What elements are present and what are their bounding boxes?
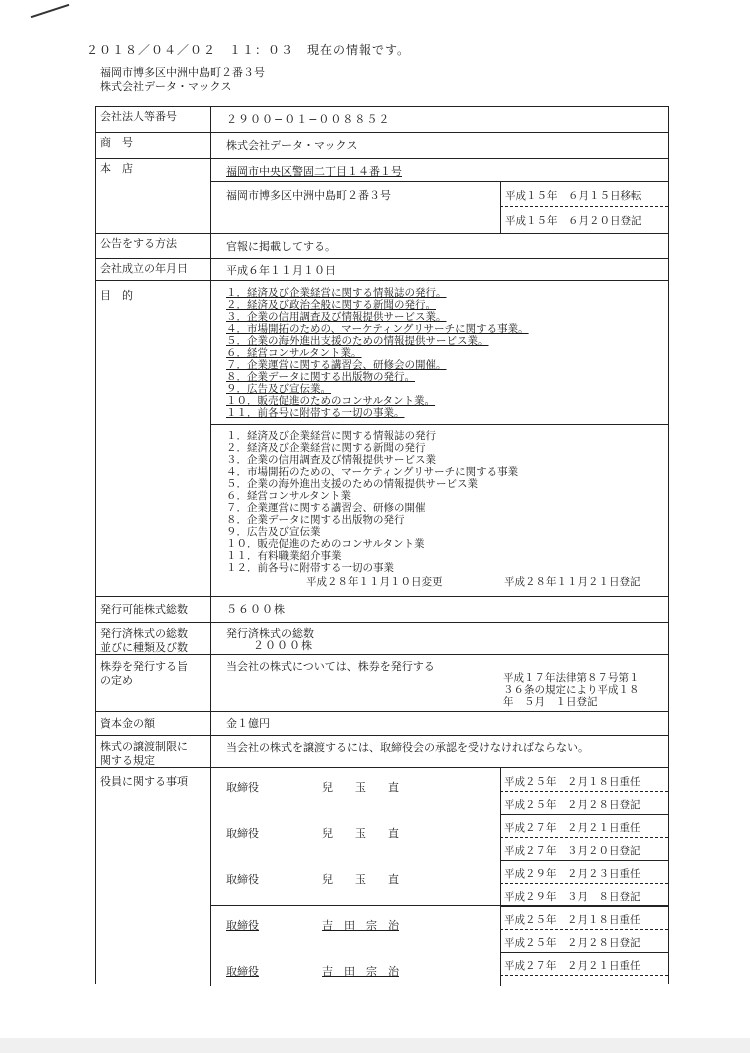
officer-date: 平成２７年 ２月２１日重任	[504, 822, 641, 834]
registry-table	[95, 106, 669, 984]
row-trade-name: 商 号 株式会社データ・マックス	[96, 132, 668, 159]
relocation-date: 平成１５年 ６月１５日移転	[505, 190, 642, 202]
officer-title: 取締役	[226, 873, 259, 886]
purpose-item: １１．前各号に附帯する一切の事業。	[226, 407, 405, 419]
purpose-item: ２．経済及び政治全般に関する新聞の発行。	[226, 299, 436, 311]
capital-value: 金１億円	[226, 717, 270, 730]
officer-date: 平成２７年 ２月２１日重任	[504, 960, 641, 972]
established-value: 平成６年１１月１０日	[226, 264, 336, 277]
row-certificates: 株券を発行する旨 の定め 当会社の株式については、株券を発行する 平成１７年法律第８７号第１ ３６条の規定により平成１８ 年 ５月 １日登記	[96, 654, 668, 712]
officer-date: 平成２５年 ２月１８日重任	[504, 914, 641, 926]
purpose-item: ７．企業運営に関する講習会、研修の開催	[226, 502, 426, 514]
officer-name: 兒 玉 直	[322, 827, 399, 840]
corp-no-value: ２９００−０１−００８８５２	[226, 113, 391, 126]
purpose-item: ６．経営コンサルタント業	[226, 490, 352, 502]
purpose-item: １０．販売促進のためのコンサルタント業	[226, 538, 425, 550]
row-capital: 資本金の額 金１億円	[96, 711, 668, 736]
purpose-item: ８．企業データに関する出版物の発行	[226, 514, 405, 526]
officer-date: 平成２５年 ２月１８日重任	[504, 776, 641, 788]
officer-name: 吉 田 宗 治	[322, 919, 399, 932]
row-head-office: 本 店 福岡市中央区警固二丁目１４番１号 福岡市博多区中洲中島町２番３号 平成１５年 ６月１５日移転 平成１５年 ６月２０日登記	[96, 158, 668, 234]
row-officers: 役員に関する事項 取締役 兒 玉 直 平成２５年 ２月１８日重任 平成２５年 ２月２８日登記 取締役 兒 玉 直 平成２７年 ２月２１日重任 平成２７年 ３月２０日登記 取締役 兒 玉 直 平成２９年 ２月２３日重任 平成２９年 ３月 ８日登記 取締役 吉 田 宗 治 平成２５年 ２月１８日重任 平成２５年 ２月２８日登記 取締役 吉 田 宗 治 平成２７年 ２月２１日重任	[96, 767, 668, 986]
officer-title: 取締役	[226, 827, 259, 840]
officer-title: 取締役	[226, 965, 259, 978]
purpose-item: ２．経済及び企業経営に関する新聞の発行	[226, 442, 426, 454]
certificates-value: 当会社の株式については、株券を発行する	[226, 660, 435, 673]
purpose-item: ９．広告及び宣伝業。	[226, 383, 331, 395]
transfer-value: 当会社の株式を譲渡するには、取締役会の承認を受けなければならない。	[226, 741, 589, 754]
purpose-item: ８．企業データに関する出版物の発行。	[226, 371, 415, 383]
row-notice: 公告をする方法 官報に掲載してする。	[96, 233, 668, 259]
relocation-registered: 平成１５年 ６月２０日登記	[505, 215, 642, 227]
purpose-item: ６．経営コンサルタント業。	[226, 347, 362, 359]
officer-registered: 平成２７年 ３月２０日登記	[504, 845, 641, 857]
authorized-shares-value: ５６００株	[226, 603, 286, 616]
trade-name-value: 株式会社データ・マックス	[226, 139, 358, 152]
officer-registered: 平成２５年 ２月２８日登記	[504, 937, 641, 949]
purpose-item: ５．企業の海外進出支援のための情報提供サービス業	[226, 478, 478, 490]
purpose-item: １１．有料職業紹介事業	[226, 550, 342, 562]
purpose-item: １２．前各号に附帯する一切の事業	[226, 562, 394, 574]
purpose-item: １０．販売促進のためのコンサルタント業。	[226, 395, 436, 407]
purpose-change-date: 平成２８年１１月１０日変更	[306, 576, 443, 588]
purpose-item: ９．広告及び宣伝業	[226, 526, 321, 538]
officer-name: 兒 玉 直	[322, 781, 399, 794]
purpose-item: ４．市場開拓のための、マーケティングリサーチに関する事業	[226, 466, 519, 478]
purpose-item: ４．市場開拓のための、マーケティングリサーチに関する事業。	[226, 323, 529, 335]
row-transfer: 株式の譲渡制限に 関する規定 当会社の株式を譲渡するには、取締役会の承認を受けなければならない。	[96, 735, 668, 768]
pen-mark	[31, 4, 70, 18]
row-authorized-shares: 発行可能株式総数 ５６００株	[96, 596, 668, 623]
notice-value: 官報に掲載してする。	[226, 240, 336, 253]
purpose-item: ３．企業の信用調査及び情報提供サービス業	[226, 454, 436, 466]
new-address: 福岡市博多区中洲中島町２番３号	[226, 189, 391, 202]
row-issued-shares: 発行済株式の総数 並びに種類及び数 発行済株式の総数 ２０００株	[96, 622, 668, 655]
officer-registered: 平成２５年 ２月２８日登記	[504, 799, 641, 811]
purpose-item: １．経済及び企業経営に関する情報誌の発行	[226, 430, 436, 442]
officer-registered: 平成２９年 ３月 ８日登記	[504, 891, 641, 903]
header-address: 福岡市博多区中洲中島町２番３号	[100, 66, 265, 79]
officer-name: 吉 田 宗 治	[322, 965, 399, 978]
purpose-item: １．経済及び企業経営に関する情報誌の発行。	[226, 287, 447, 299]
officer-date: 平成２９年 ２月２３日重任	[504, 868, 641, 880]
officer-title: 取締役	[226, 919, 259, 932]
purpose-item: ７．企業運営に関する講習会、研修会の開催。	[226, 359, 447, 371]
row-corp-no: 会社法人等番号 ２９００−０１−００８８５２	[96, 107, 668, 132]
row-purpose: 目 的 １．経済及び企業経営に関する情報誌の発行。 ２．経済及び政治全般に関する新聞の発行。 ３．企業の信用調査及び情報提供サービス業。 ４．市場開拓のための、マーケティングリサーチに関する事業。 ５．企業の海外進出支援のための情報提供サービス業。 ６．経営コンサルタント業。 ７．企業運営に関する講習会、研修会の開催。 ８．企業データに関する出版物の発行。 ９．広告及び宣伝業。 １０．販売促進のためのコンサルタント業。 １１．前各号に附帯する一切の事業。 １．経済及び企業経営に関する情報誌の発行 ２．経済及び企業経営に関する新聞の発行 ３．企業の信用調査及び情報提供サービス業 ４．市場開拓のための、マーケティングリサーチに関する事業 ５．企業の海外進出支援のための情報提供サービス業 ６．経営コンサルタント業 ７．企業運営に関する講習会、研修の開催 ８．企業データに関する出版物の発行 ９．広告及び宣伝業 １０．販売促進のためのコンサルタント業 １１．有料職業紹介事業 １２．前各号に附帯する一切の事業 平成２８年１１月１０日変更 平成２８年１１月２１日登記	[96, 280, 668, 597]
purpose-registered-date: 平成２８年１１月２１日登記	[504, 576, 641, 588]
print-datetime: ２０１８／０４／０２ １１：０３ 現在の情報です。	[86, 43, 411, 57]
officer-name: 兒 玉 直	[322, 873, 399, 886]
purpose-item: ３．企業の信用調査及び情報提供サービス業。	[226, 311, 447, 323]
purpose-item: ５．企業の海外進出支援のための情報提供サービス業。	[226, 335, 489, 347]
issued-shares-value: ２０００株	[253, 639, 313, 652]
old-address: 福岡市中央区警固二丁目１４番１号	[226, 165, 402, 178]
new-purpose-list	[226, 430, 518, 574]
old-purpose-list	[226, 287, 529, 419]
header-company: 株式会社データ・マックス	[100, 80, 232, 93]
officer-title: 取締役	[226, 781, 259, 794]
row-established: 会社成立の年月日 平成６年１１月１０日	[96, 258, 668, 281]
